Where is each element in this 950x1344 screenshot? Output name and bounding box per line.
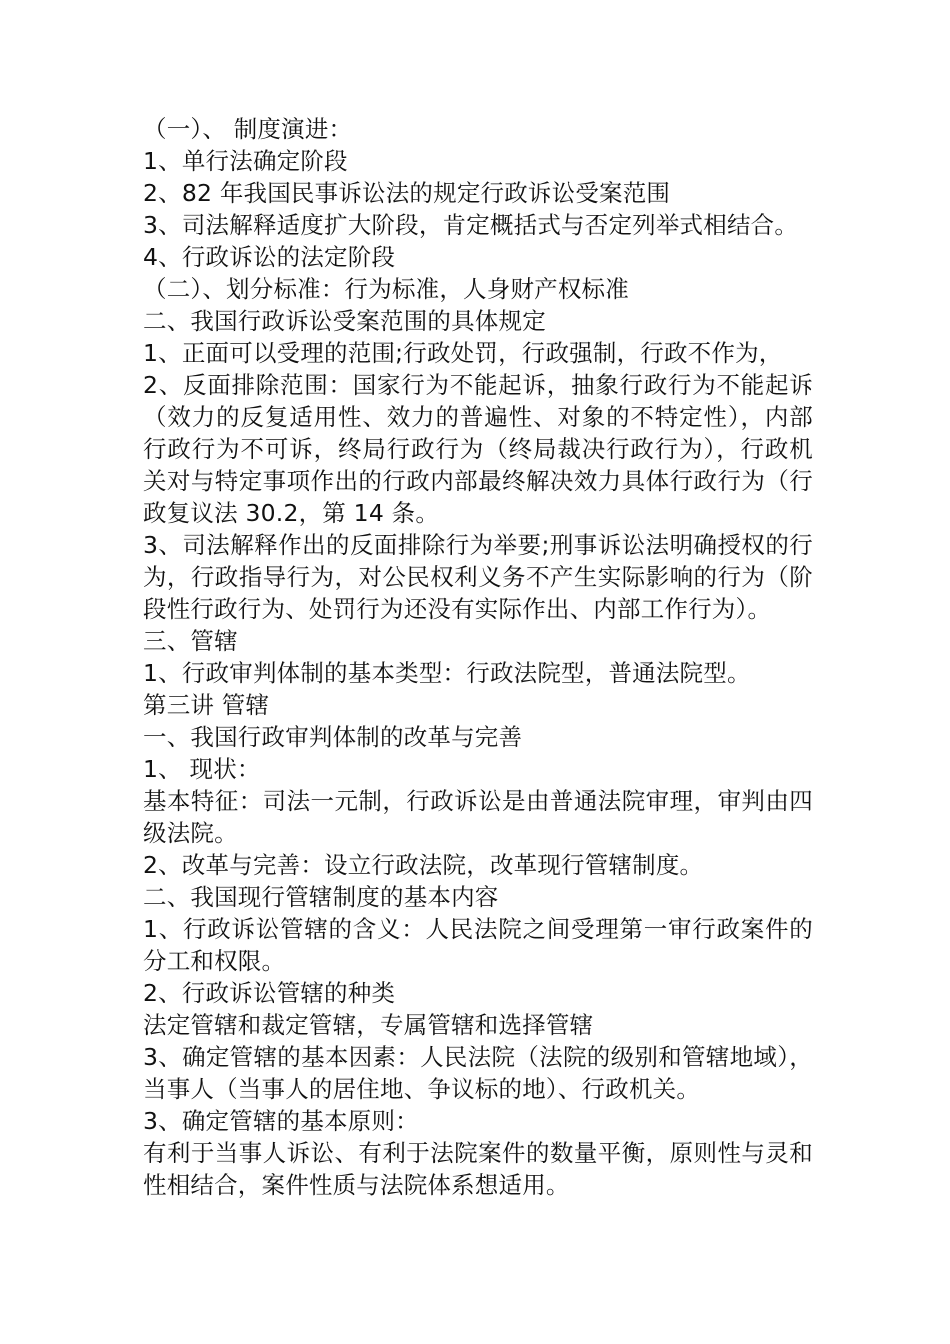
list-item: 1、 现状： [143,755,261,783]
section-heading-reform: 一、我国行政审判体制的改革与完善 [143,723,523,751]
list-item: 2、82 年我国民事诉讼法的规定行政诉讼受案范围 [143,179,671,207]
list-item: 法定管辖和裁定管辖，专属管辖和选择管辖 [143,1011,594,1039]
list-item: 1、单行法确定阶段 [143,147,348,175]
paragraph-exclusions: 2、反面排除范围：国家行为不能起诉，抽象行政行为不能起诉（效力的反复适用性、效力的普遍性、对象的不特定性），内部行政行为不可诉，终局行政行为（终局裁决行政行为），行政机关对与特定事项作出的行政内部最终解决效力具体行政行为（行政复议法 30.2，第 14 条。 [143,371,813,527]
list-item: 3、确定管辖的基本原则： [143,1107,419,1135]
subsection-heading-evolution: （一）、 制度演进： [143,115,353,143]
section-heading-scope: 二、我国行政诉讼受案范围的具体规定 [143,307,546,335]
section-heading-current-system: 二、我国现行管辖制度的基本内容 [143,883,499,911]
paragraph-factors: 3、确定管辖的基本因素：人民法院（法院的级别和管辖地域），当事人（当事人的居住地、争议标的地）、行政机关。 [143,1043,813,1103]
lecture-heading: 第三讲 管辖 [143,691,270,719]
paragraph-basic-features: 基本特征：司法一元制，行政诉讼是由普通法院审理，审判由四级法院。 [143,787,813,847]
list-item: 1、行政审判体制的基本类型：行政法院型，普通法院型。 [143,659,751,687]
paragraph-principles: 有利于当事人诉讼、有利于法院案件的数量平衡，原则性与灵和性相结合，案件性质与法院体系想适用。 [143,1139,813,1199]
list-item: 2、改革与完善：设立行政法院，改革现行管辖制度。 [143,851,704,879]
list-item: 3、司法解释适度扩大阶段，肯定概括式与否定列举式相结合。 [143,211,799,239]
subsection-heading-standard: （二）、划分标准：行为标准，人身财产权标准 [143,275,629,303]
paragraph-judicial-interpretation: 3、司法解释作出的反面排除行为举要;刑事诉讼法明确授权的行为，行政指导行为，对公民权利义务不产生实际影响的行为（阶段性行政行为、处罚行为还没有实际作出、内部工作行为）。 [143,531,813,623]
paragraph-definition: 1、行政诉讼管辖的含义：人民法院之间受理第一审行政案件的分工和权限。 [143,915,813,975]
document-body [143,113,813,1201]
list-item: 4、行政诉讼的法定阶段 [143,243,396,271]
section-heading-jurisdiction: 三、管辖 [143,627,238,655]
list-item: 2、行政诉讼管辖的种类 [143,979,396,1007]
list-item: 1、正面可以受理的范围;行政处罚，行政强制，行政不作为， [143,339,783,367]
